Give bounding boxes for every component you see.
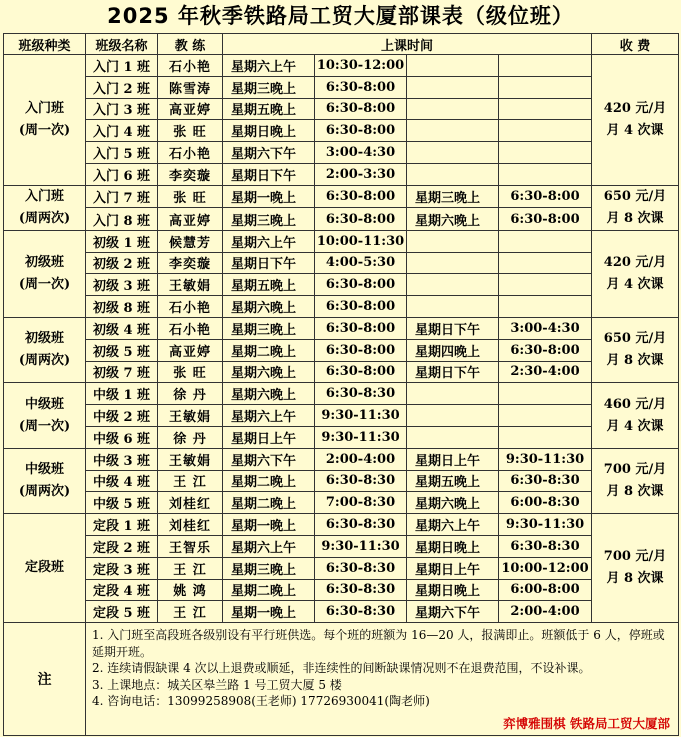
schedule-day-1: 星期三晚上 — [223, 208, 315, 231]
schedule-day-2 — [407, 383, 499, 405]
schedule-day-1: 星期六上午 — [223, 535, 315, 557]
class-row — [4, 557, 679, 579]
schedule-time-2 — [499, 120, 592, 142]
schedule-day-2 — [407, 55, 499, 77]
coach-name: 姚 鸿 — [158, 579, 223, 601]
schedule-day-1: 星期六上午 — [223, 405, 315, 427]
class-name: 定段 4 班 — [86, 579, 158, 601]
coach-name: 高亚婷 — [158, 339, 223, 361]
coach-name: 王 江 — [158, 601, 223, 623]
schedule-day-2: 星期四晚上 — [407, 339, 499, 361]
schedule-time-1: 6:30-8:00 — [315, 98, 407, 120]
class-row — [4, 252, 679, 274]
schedule-time-1: 4:00-5:30 — [315, 252, 407, 274]
schedule-day-2 — [407, 252, 499, 274]
schedule-day-1: 星期一晚上 — [223, 514, 315, 536]
schedule-time-1: 9:30-11:30 — [315, 426, 407, 448]
coach-name: 张 旺 — [158, 120, 223, 142]
schedule-time-1: 6:30-8:00 — [315, 361, 407, 383]
class-row — [4, 120, 679, 142]
schedule-day-2: 星期日上午 — [407, 557, 499, 579]
schedule-time-2: 9:30-11:30 — [499, 514, 592, 536]
schedule-time-2: 6:30-8:30 — [499, 470, 592, 492]
schedule-time-1: 6:30-8:00 — [315, 208, 407, 231]
coach-name: 刘桂红 — [158, 514, 223, 536]
schedule-time-2 — [499, 383, 592, 405]
header-class-name: 班级名称 — [86, 34, 158, 55]
schedule-day-2 — [407, 274, 499, 296]
schedule-time-2 — [499, 55, 592, 77]
coach-name: 张 旺 — [158, 185, 223, 208]
schedule-time-2 — [499, 76, 592, 98]
class-row — [4, 142, 679, 164]
schedule-time-1: 7:00-8:30 — [315, 492, 407, 514]
class-name: 初级 4 班 — [86, 317, 158, 339]
schedule-time-2: 10:00-12:00 — [499, 557, 592, 579]
schedule-time-2 — [499, 405, 592, 427]
schedule-day-1: 星期日上午 — [223, 426, 315, 448]
class-name: 入门 5 班 — [86, 142, 158, 164]
class-name: 中级 5 班 — [86, 492, 158, 514]
header-schedule: 上课时间 — [223, 34, 592, 55]
schedule-day-2 — [407, 76, 499, 98]
fee-info: 650 元/月 月 8 次课 — [592, 317, 679, 382]
schedule-time-2: 3:00-4:30 — [499, 317, 592, 339]
coach-name: 王敏娟 — [158, 405, 223, 427]
schedule-day-1: 星期六上午 — [223, 55, 315, 77]
schedule-time-1: 6:30-8:00 — [315, 339, 407, 361]
schedule-day-2: 星期六上午 — [407, 514, 499, 536]
schedule-time-2 — [499, 426, 592, 448]
coach-name: 石小艳 — [158, 296, 223, 318]
class-row — [4, 448, 679, 470]
class-row — [4, 339, 679, 361]
class-name: 入门 3 班 — [86, 98, 158, 120]
notes-content — [86, 623, 679, 736]
schedule-time-2: 6:00-8:30 — [499, 492, 592, 514]
schedule-day-2: 星期三晚上 — [407, 185, 499, 208]
schedule-day-1: 星期二晚上 — [223, 339, 315, 361]
coach-name: 王敏娟 — [158, 448, 223, 470]
coach-name: 李奕璇 — [158, 252, 223, 274]
class-row — [4, 492, 679, 514]
schedule-day-2 — [407, 163, 499, 185]
class-name: 入门 6 班 — [86, 163, 158, 185]
class-row — [4, 230, 679, 252]
coach-name: 高亚婷 — [158, 208, 223, 231]
schedule-time-2: 6:30-8:00 — [499, 208, 592, 231]
schedule-day-2: 星期日上午 — [407, 448, 499, 470]
class-category: 定段班 — [4, 514, 86, 623]
schedule-time-1: 10:30-12:00 — [315, 55, 407, 77]
page-title: 2025 年秋季铁路局工贸大厦部课表（级位班） — [107, 4, 574, 28]
schedule-time-2: 6:30-8:00 — [499, 185, 592, 208]
schedule-day-2: 星期六下午 — [407, 601, 499, 623]
class-row — [4, 185, 679, 208]
schedule-time-2 — [499, 163, 592, 185]
schedule-time-1: 10:00-11:30 — [315, 230, 407, 252]
header-category: 班级种类 — [4, 34, 86, 55]
schedule-time-1: 6:30-8:00 — [315, 76, 407, 98]
schedule-day-2: 星期日晚上 — [407, 579, 499, 601]
schedule-time-1: 6:30-8:00 — [315, 274, 407, 296]
fee-info: 420 元/月 月 4 次课 — [592, 55, 679, 186]
schedule-day-1: 星期一晚上 — [223, 185, 315, 208]
class-name: 初级 3 班 — [86, 274, 158, 296]
class-name: 中级 1 班 — [86, 383, 158, 405]
fee-info: 460 元/月 月 4 次课 — [592, 383, 679, 448]
schedule-day-1: 星期五晚上 — [223, 274, 315, 296]
class-category: 初级班 (周一次) — [4, 230, 86, 317]
class-row — [4, 470, 679, 492]
coach-name: 张 旺 — [158, 361, 223, 383]
schedule-time-1: 6:30-8:30 — [315, 557, 407, 579]
schedule-day-2 — [407, 426, 499, 448]
schedule-time-2: 6:00-8:00 — [499, 579, 592, 601]
coach-name: 王智乐 — [158, 535, 223, 557]
schedule-day-1: 星期六晚上 — [223, 383, 315, 405]
coach-name: 王敏娟 — [158, 274, 223, 296]
schedule-time-1: 2:00-3:30 — [315, 163, 407, 185]
class-name: 定段 1 班 — [86, 514, 158, 536]
schedule-day-2: 星期五晚上 — [407, 470, 499, 492]
class-row — [4, 405, 679, 427]
coach-name: 候慧芳 — [158, 230, 223, 252]
class-name: 中级 4 班 — [86, 470, 158, 492]
schedule-time-2 — [499, 230, 592, 252]
class-row — [4, 55, 679, 77]
schedule-time-2 — [499, 296, 592, 318]
schedule-day-1: 星期三晚上 — [223, 317, 315, 339]
class-name: 入门 2 班 — [86, 76, 158, 98]
class-name: 入门 7 班 — [86, 185, 158, 208]
schedule-day-2 — [407, 120, 499, 142]
schedule-time-1: 6:30-8:30 — [315, 601, 407, 623]
schedule-day-1: 星期日下午 — [223, 163, 315, 185]
note-line: 4. 咨询电话：13099258908(王老师) 17726930041(陶老师) — [92, 694, 430, 709]
schedule-time-1: 6:30-8:30 — [315, 514, 407, 536]
class-row — [4, 208, 679, 231]
class-category: 初级班 (周两次) — [4, 317, 86, 382]
schedule-time-1: 6:30-8:00 — [315, 120, 407, 142]
class-name: 中级 2 班 — [86, 405, 158, 427]
coach-name: 石小艳 — [158, 317, 223, 339]
schedule-day-2: 星期六晚上 — [407, 208, 499, 231]
schedule-time-1: 6:30-8:30 — [315, 579, 407, 601]
class-row — [4, 76, 679, 98]
schedule-day-1: 星期一晚上 — [223, 601, 315, 623]
class-row — [4, 163, 679, 185]
class-row — [4, 579, 679, 601]
class-name: 入门 8 班 — [86, 208, 158, 231]
schedule-day-1: 星期日下午 — [223, 252, 315, 274]
schedule-time-2: 6:30-8:00 — [499, 339, 592, 361]
class-row — [4, 361, 679, 383]
schedule-day-2: 星期日晚上 — [407, 535, 499, 557]
schedule-time-2 — [499, 98, 592, 120]
class-category: 中级班 (周两次) — [4, 448, 86, 513]
class-name: 初级 2 班 — [86, 252, 158, 274]
class-row — [4, 383, 679, 405]
class-category: 入门班 (周一次) — [4, 55, 86, 186]
header-row — [4, 34, 679, 55]
schedule-day-1: 星期二晚上 — [223, 492, 315, 514]
coach-name: 高亚婷 — [158, 98, 223, 120]
schedule-day-1: 星期二晚上 — [223, 470, 315, 492]
schedule-time-2: 6:30-8:30 — [499, 535, 592, 557]
schedule-day-2: 星期六晚上 — [407, 492, 499, 514]
schedule-day-1: 星期二晚上 — [223, 579, 315, 601]
note-line: 3. 上课地点：城关区皋兰路 1 号工贸大厦 5 楼 — [92, 677, 342, 692]
note-line: 2. 连续请假缺课 4 次以上退费或顺延，非连续性的间断缺课情况则不在退费范围，不设补课。 — [92, 661, 591, 676]
notes-row — [4, 623, 679, 736]
schedule-day-2 — [407, 296, 499, 318]
class-row — [4, 426, 679, 448]
schedule-day-2: 星期日下午 — [407, 361, 499, 383]
schedule-time-2 — [499, 142, 592, 164]
schedule-day-1: 星期六晚上 — [223, 296, 315, 318]
class-name: 初级 5 班 — [86, 339, 158, 361]
schedule-time-1: 6:30-8:30 — [315, 470, 407, 492]
class-name: 中级 3 班 — [86, 448, 158, 470]
schedule-day-1: 星期三晚上 — [223, 76, 315, 98]
coach-name: 李奕璇 — [158, 163, 223, 185]
schedule-day-1: 星期六下午 — [223, 142, 315, 164]
schedule-day-1: 星期六下午 — [223, 448, 315, 470]
schedule-time-1: 6:30-8:00 — [315, 185, 407, 208]
schedule-day-2 — [407, 230, 499, 252]
schedule-time-1: 6:30-8:00 — [315, 317, 407, 339]
schedule-time-1: 2:00-4:00 — [315, 448, 407, 470]
class-row — [4, 317, 679, 339]
class-name: 入门 4 班 — [86, 120, 158, 142]
class-name: 定段 3 班 — [86, 557, 158, 579]
schedule-day-2 — [407, 98, 499, 120]
coach-name: 陈雪涛 — [158, 76, 223, 98]
header-coach: 教 练 — [158, 34, 223, 55]
schedule-day-1: 星期三晚上 — [223, 557, 315, 579]
class-row — [4, 98, 679, 120]
schedule-time-1: 3:00-4:30 — [315, 142, 407, 164]
class-row — [4, 274, 679, 296]
coach-name: 徐 丹 — [158, 383, 223, 405]
coach-name: 徐 丹 — [158, 426, 223, 448]
class-name: 入门 1 班 — [86, 55, 158, 77]
schedule-day-1: 星期六上午 — [223, 230, 315, 252]
coach-name: 王 江 — [158, 470, 223, 492]
schedule-time-1: 9:30-11:30 — [315, 405, 407, 427]
schedule-time-2 — [499, 274, 592, 296]
schedule-time-1: 6:30-8:00 — [315, 296, 407, 318]
fee-info: 420 元/月 月 4 次课 — [592, 230, 679, 317]
schedule-day-1: 星期五晚上 — [223, 98, 315, 120]
fee-info: 650 元/月 月 8 次课 — [592, 185, 679, 230]
schedule-day-2 — [407, 142, 499, 164]
class-row — [4, 535, 679, 557]
class-name: 定段 2 班 — [86, 535, 158, 557]
brand-signature: 弈博雅围棋 铁路局工贸大厦部 — [503, 715, 671, 731]
schedule-day-1: 星期日晚上 — [223, 120, 315, 142]
class-category: 入门班 (周两次) — [4, 185, 86, 230]
class-category: 中级班 (周一次) — [4, 383, 86, 448]
class-row — [4, 514, 679, 536]
schedule-time-2: 9:30-11:30 — [499, 448, 592, 470]
class-name: 定段 5 班 — [86, 601, 158, 623]
class-name: 初级 8 班 — [86, 296, 158, 318]
schedule-day-1: 星期六晚上 — [223, 361, 315, 383]
coach-name: 王 江 — [158, 557, 223, 579]
note-line: 1. 入门班至高段班各级别设有平行班供选。每个班的班额为 16—20 人，报满即止。班额低于 6 人，停班或延期开班。 — [92, 628, 665, 659]
schedule-day-2 — [407, 405, 499, 427]
notes-label: 注 — [4, 623, 86, 736]
coach-name: 石小艳 — [158, 142, 223, 164]
coach-name: 石小艳 — [158, 55, 223, 77]
schedule-day-2: 星期日下午 — [407, 317, 499, 339]
schedule-time-2: 2:30-4:00 — [499, 361, 592, 383]
schedule-time-2: 2:00-4:00 — [499, 601, 592, 623]
schedule-time-2 — [499, 252, 592, 274]
coach-name: 刘桂红 — [158, 492, 223, 514]
fee-info: 700 元/月 月 8 次课 — [592, 514, 679, 623]
schedule-time-1: 9:30-11:30 — [315, 535, 407, 557]
fee-info: 700 元/月 月 8 次课 — [592, 448, 679, 513]
class-row — [4, 601, 679, 623]
schedule-table — [3, 33, 679, 736]
schedule-time-1: 6:30-8:30 — [315, 383, 407, 405]
class-name: 初级 1 班 — [86, 230, 158, 252]
class-name: 中级 6 班 — [86, 426, 158, 448]
header-fee: 收 费 — [592, 34, 679, 55]
class-name: 初级 7 班 — [86, 361, 158, 383]
class-row — [4, 296, 679, 318]
